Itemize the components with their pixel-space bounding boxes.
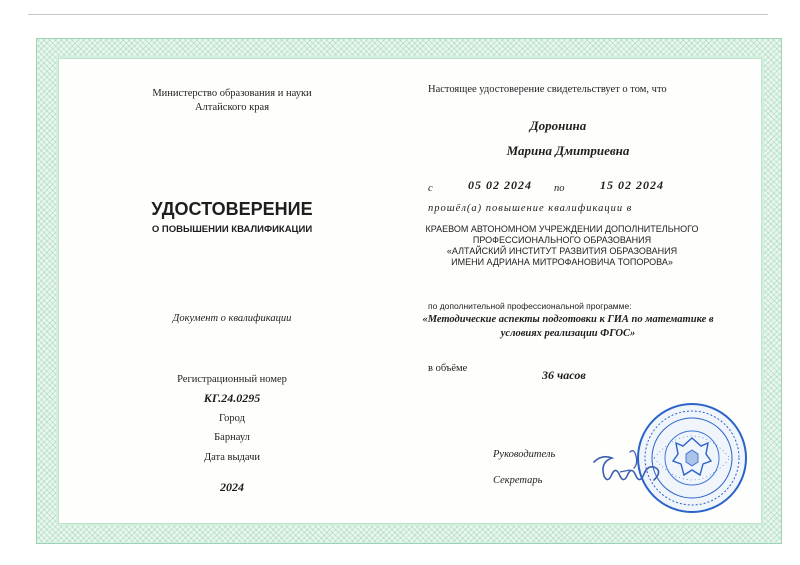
document-type: Документ о квалификации xyxy=(172,313,292,324)
document-subtitle: О ПОВЫШЕНИИ КВАЛИФИКАЦИИ xyxy=(151,224,313,235)
program-label: по дополнительной профессиональной программе: xyxy=(428,301,632,311)
hours-value: 36 часов xyxy=(542,368,586,382)
date-from: 05 02 2024 xyxy=(468,178,532,192)
recipient-name: Марина Дмитриевна xyxy=(506,143,630,158)
head-label: Руководитель xyxy=(493,449,556,460)
program-title-line-1: «Методические аспекты подготовки к ГИА по математике в xyxy=(422,314,714,325)
city-value: Барнаул xyxy=(214,432,250,443)
recipient-surname: Доронина xyxy=(529,118,587,133)
registration-label: Регистрационный номер xyxy=(177,374,287,385)
issue-date-label: Дата выдачи xyxy=(203,452,261,463)
qualification-text: прошёл(а) повышение квалификации в xyxy=(428,203,633,214)
issue-year: 2024 xyxy=(220,480,244,494)
organization-line-4: ИМЕНИ АДРИАНА МИТРОФАНОВИЧА ТОПОРОВА» xyxy=(451,257,673,267)
handwritten-signature-icon xyxy=(590,446,668,490)
program-title-line-2: условиях реализации ФГОС» xyxy=(500,328,636,339)
organization-line-2: ПРОФЕССИОНАЛЬНОГО ОБРАЗОВАНИЯ xyxy=(472,235,652,245)
secretary-label: Секретарь xyxy=(493,475,543,486)
ministry-line-1: Министерство образования и науки xyxy=(152,88,312,99)
document-title: УДОСТОВЕРЕНИЕ xyxy=(151,199,313,219)
volume-label: в объёме xyxy=(428,363,468,374)
date-from-label: с xyxy=(428,183,433,194)
organization-line-3: «АЛТАЙСКИЙ ИНСТИТУТ РАЗВИТИЯ ОБРАЗОВАНИЯ xyxy=(446,246,678,256)
ministry-line-2: Алтайского края xyxy=(194,102,270,113)
date-to: 15 02 2024 xyxy=(600,178,664,192)
city-label: Город xyxy=(219,413,245,424)
organization-line-1: КРАЕВОМ АВТОНОМНОМ УЧРЕЖДЕНИИ ДОПОЛНИТЕЛЬНОГО xyxy=(425,224,699,234)
date-to-label: по xyxy=(554,183,565,194)
intro-text: Настоящее удостоверение свидетельствует о том, что xyxy=(428,84,667,95)
scan-top-edge xyxy=(28,14,768,15)
registration-number: КГ.24.0295 xyxy=(203,391,261,405)
